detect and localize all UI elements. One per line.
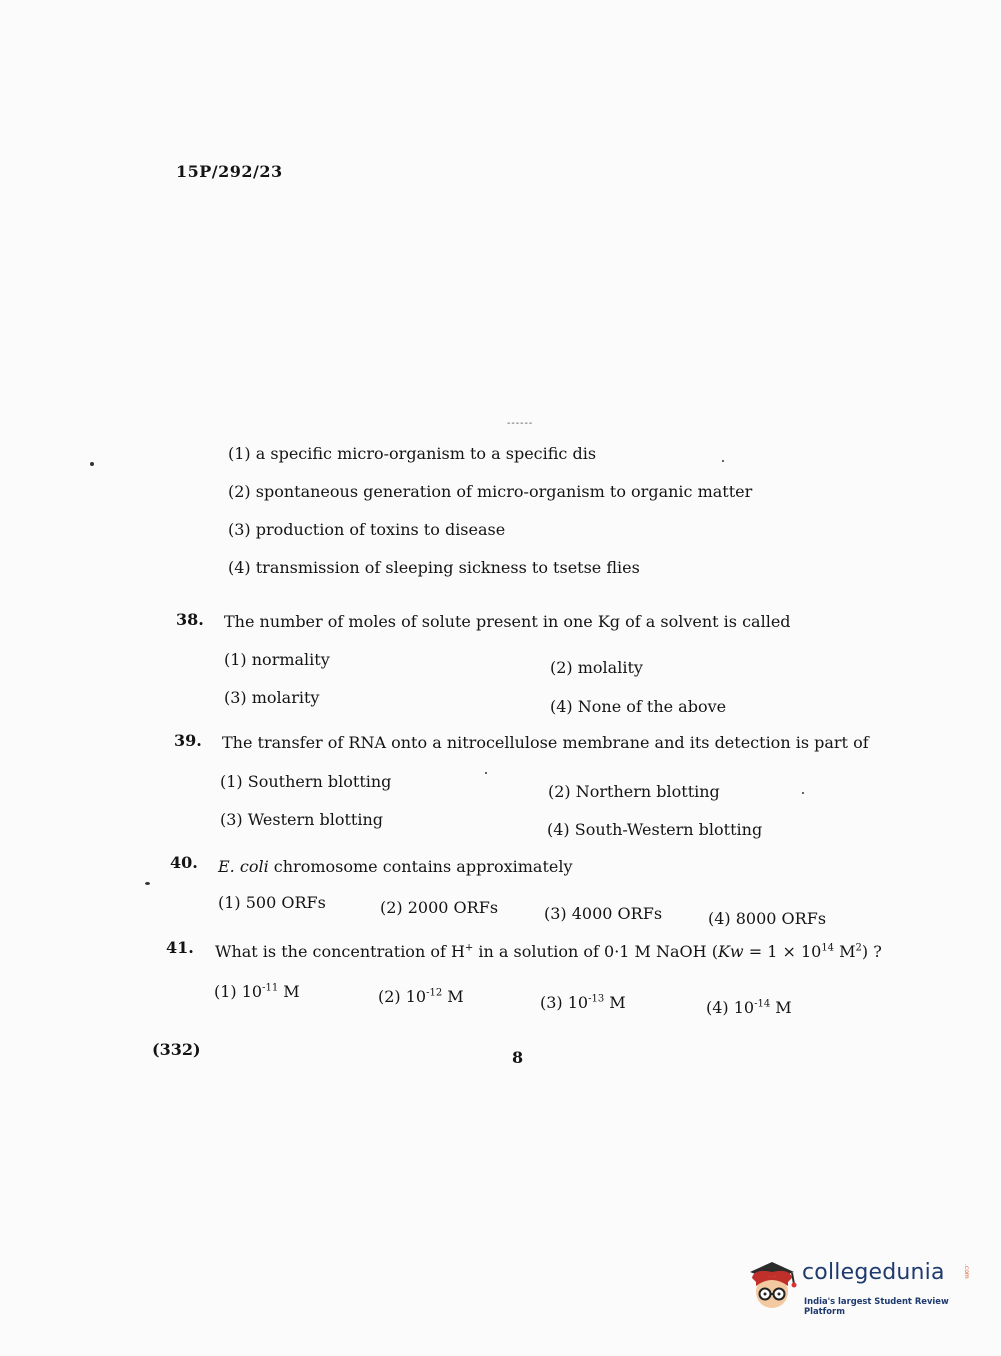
- option-2: (2) spontaneous generation of micro-organism to organic matter: [228, 482, 753, 501]
- kw-symbol: Kw: [717, 942, 744, 961]
- question-text: [215, 942, 882, 961]
- unit: M: [442, 987, 464, 1006]
- scan-speck: [90, 462, 94, 466]
- option-label: (4) 10: [706, 998, 755, 1017]
- brand-name: collegedunia: [802, 1260, 945, 1285]
- option-4: (4) 8000 ORFs: [708, 909, 827, 928]
- collegedunia-watermark: [742, 1252, 972, 1316]
- brand-tagline: India's largest Student Review Platform: [804, 1296, 949, 1316]
- unit: M: [770, 998, 792, 1017]
- option-4: (4) None of the above: [550, 697, 727, 716]
- footer-code: (332): [152, 1040, 201, 1059]
- exponent: -13: [588, 993, 605, 1005]
- option-1: (1) normality: [224, 650, 330, 669]
- separator-line: ------: [507, 418, 534, 429]
- question-number: 40.: [170, 853, 198, 872]
- option-2: (2) 2000 ORFs: [380, 898, 499, 917]
- option-4: (4) South-Western blotting: [547, 820, 763, 839]
- option-3: (3) molarity: [224, 688, 320, 707]
- option-1: [214, 982, 300, 1001]
- option-2: (2) Northern blotting: [548, 782, 720, 801]
- text-part: = 1 × 10: [743, 942, 822, 961]
- question-number: 39.: [174, 731, 202, 750]
- option-3: (3) production of toxins to disease: [228, 520, 506, 539]
- option-3: (3) Western blotting: [220, 810, 384, 829]
- exponent: -14: [754, 998, 771, 1010]
- option-2: [378, 987, 464, 1006]
- question-number: 38.: [176, 610, 204, 629]
- text-part: ) ?: [861, 942, 882, 961]
- option-label: (3) 10: [540, 993, 589, 1012]
- question-text: The number of moles of solute present in one Kg of a solvent is called: [224, 612, 791, 631]
- option-4: [706, 998, 792, 1017]
- superscript: +: [464, 942, 474, 954]
- option-2: (2) molality: [550, 658, 643, 677]
- text-part: M: [834, 942, 856, 961]
- text-part: in a solution of 0·1 M NaOH (: [473, 942, 718, 961]
- organism-name: E. coli: [218, 857, 269, 876]
- option-3: [540, 993, 626, 1012]
- mascot-icon: [742, 1252, 802, 1312]
- option-label: (1) 10: [214, 982, 263, 1001]
- option-label: (2) 10: [378, 987, 427, 1006]
- question-text: The transfer of RNA onto a nitrocellulose membrane and its detection is part of: [222, 733, 869, 752]
- page-number: 8: [512, 1048, 524, 1067]
- text-part: What is the concentration of H: [215, 942, 465, 961]
- scan-speck: [802, 792, 804, 794]
- unit: M: [278, 982, 300, 1001]
- scan-speck: [485, 772, 487, 774]
- exponent: -12: [426, 987, 443, 999]
- option-4: (4) transmission of sleeping sickness to tsetse flies: [228, 558, 640, 577]
- superscript: 14: [821, 942, 835, 954]
- exponent: -11: [262, 982, 279, 994]
- question-text-rest: chromosome contains approximately: [268, 857, 573, 876]
- superscript: 2: [855, 942, 862, 954]
- paper-code: 15P/292/23: [176, 162, 283, 181]
- question-number: 41.: [166, 938, 194, 957]
- option-1: (1) a specific micro-organism to a specific dis: [228, 444, 597, 463]
- question-text: [218, 857, 573, 876]
- unit: M: [604, 993, 626, 1012]
- option-1: (1) Southern blotting: [220, 772, 392, 791]
- scan-speck: [145, 882, 150, 885]
- option-3: (3) 4000 ORFs: [544, 904, 663, 923]
- scan-speck: [722, 460, 724, 462]
- option-1: (1) 500 ORFs: [218, 893, 326, 912]
- brand-domain: .com: [963, 1264, 970, 1279]
